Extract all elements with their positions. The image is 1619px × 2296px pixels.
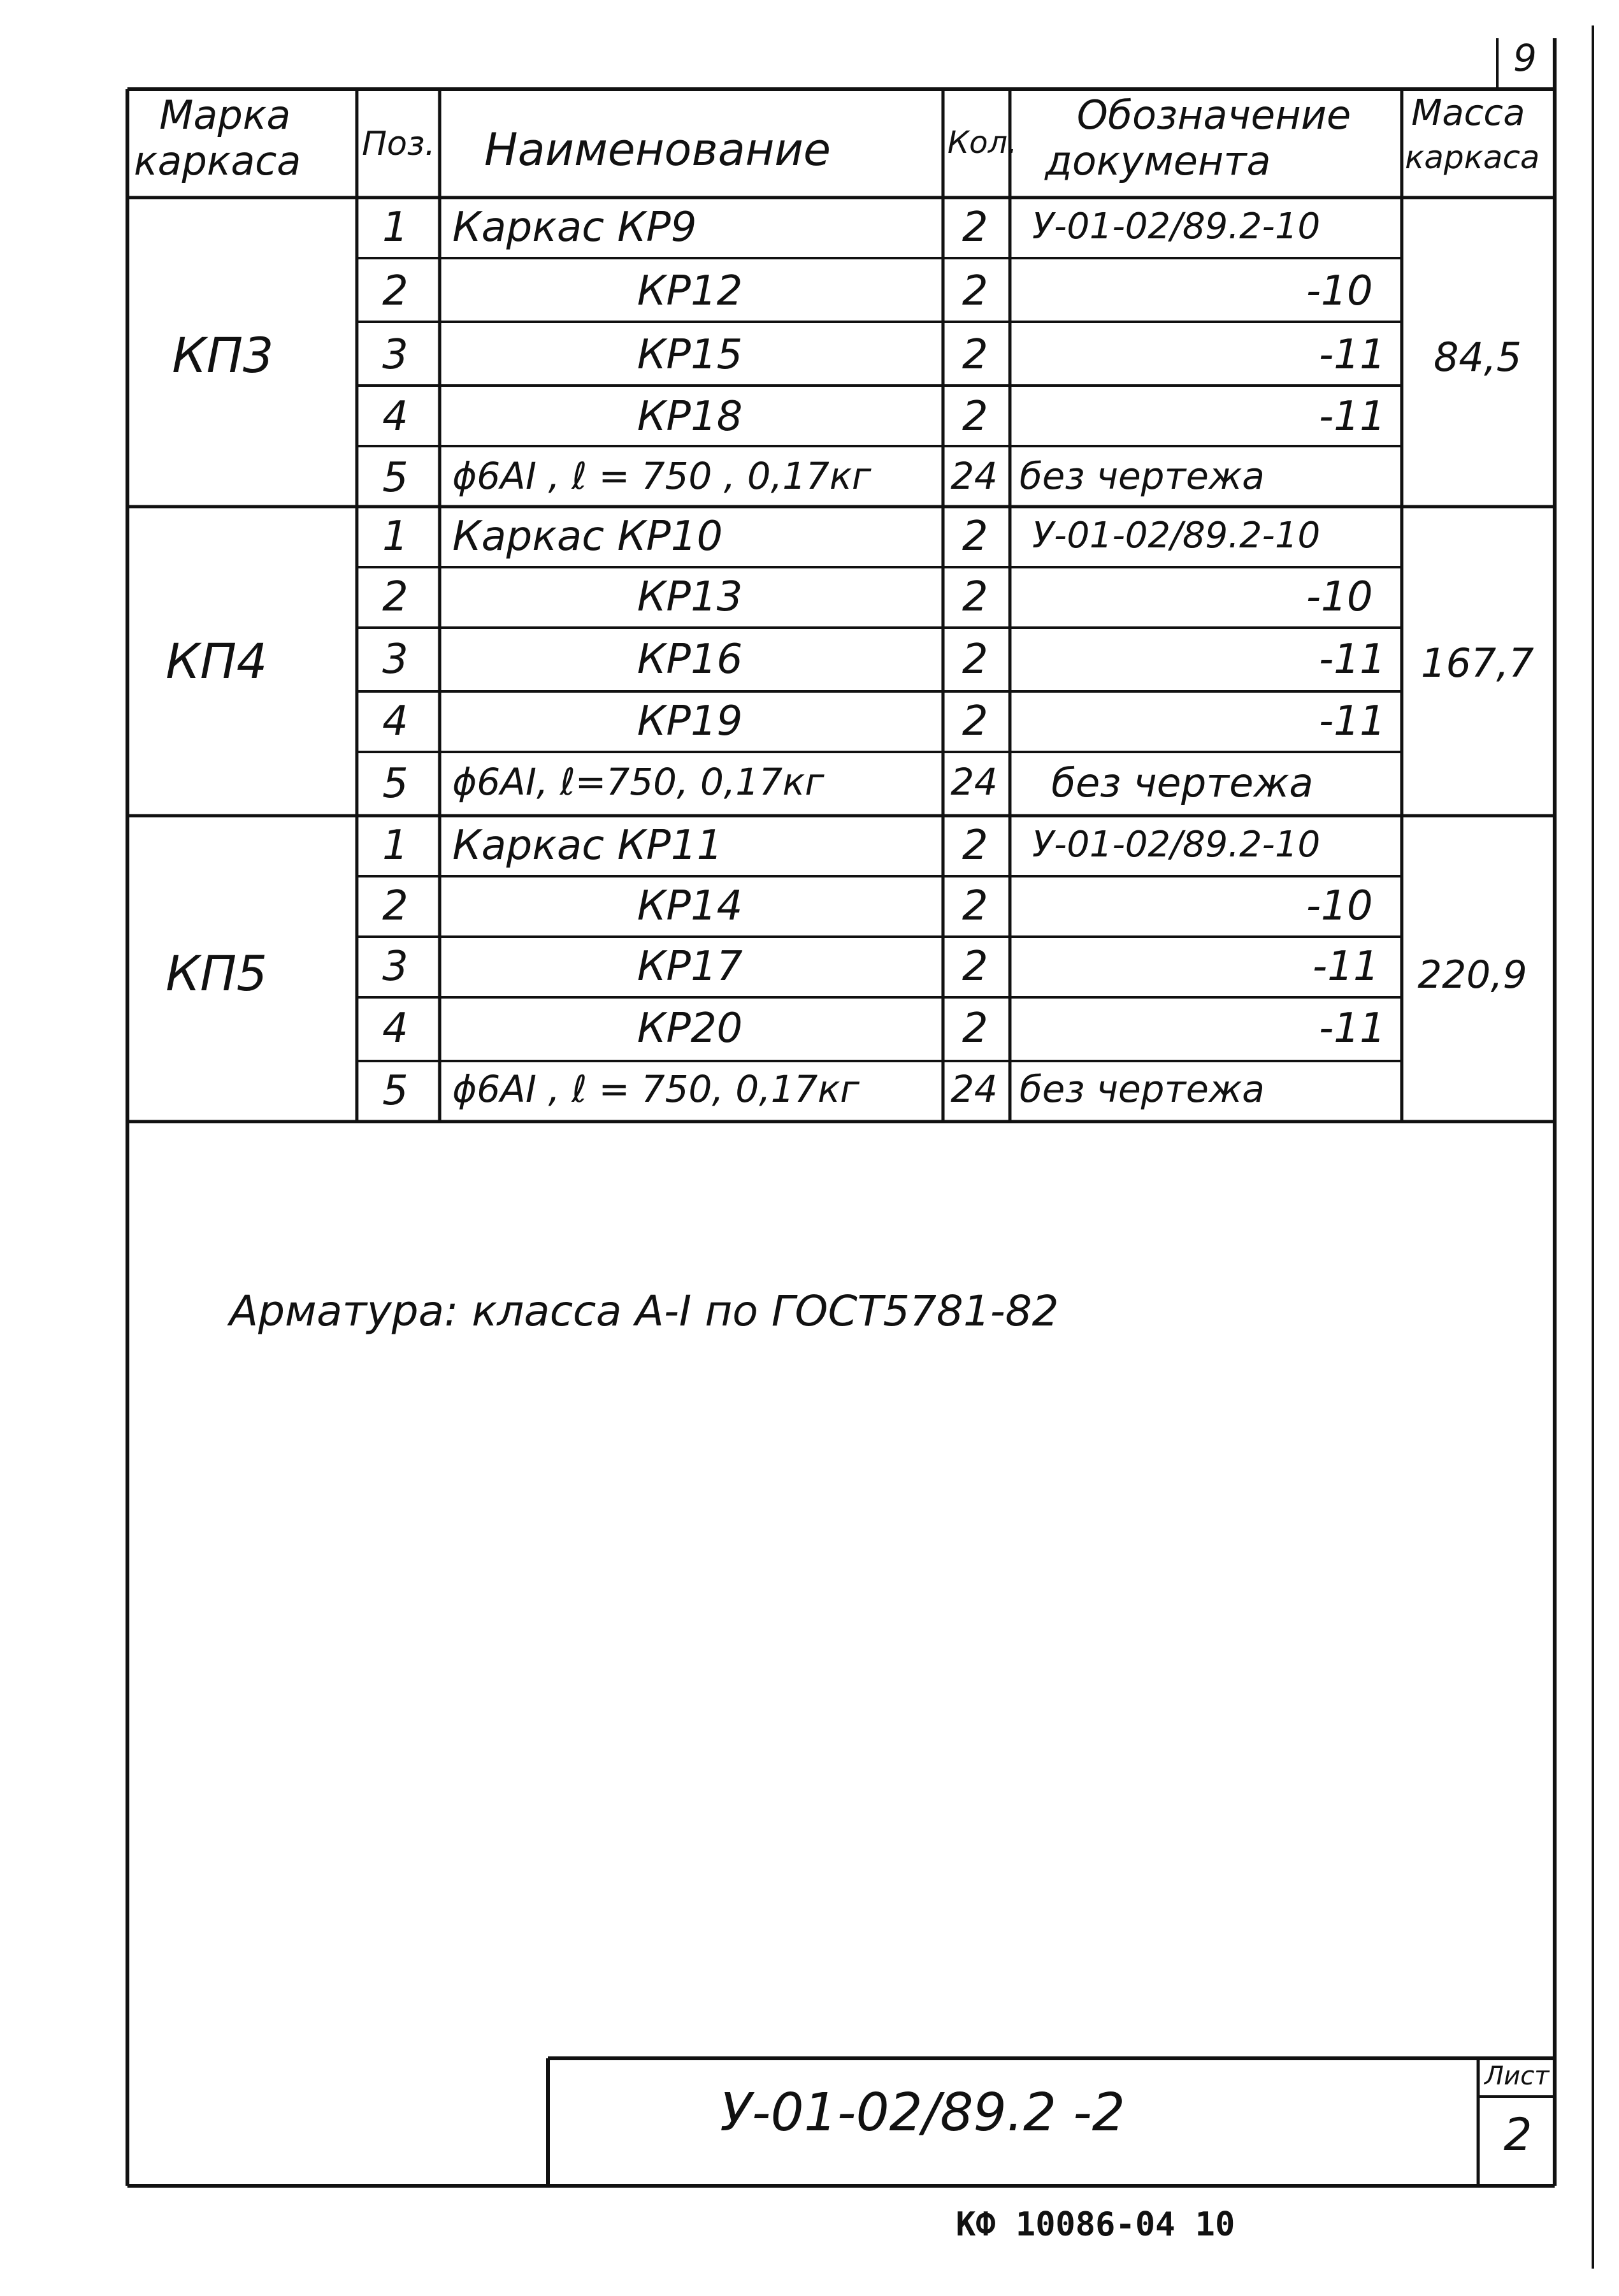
row-qty: 2 bbox=[962, 393, 988, 440]
row-pos: 4 bbox=[382, 698, 408, 745]
row-qty: 24 bbox=[951, 760, 998, 804]
sheet-corner-mark: 9 bbox=[1513, 36, 1537, 80]
row-name: КР12 bbox=[637, 268, 743, 315]
row-doc: -11 bbox=[1319, 393, 1386, 440]
footer-stamp: КФ 10086-04 10 bbox=[956, 2206, 1235, 2244]
row-name: КР15 bbox=[637, 331, 743, 379]
row-pos: 3 bbox=[382, 943, 408, 990]
row-qty: 24 bbox=[951, 1067, 998, 1111]
row-name: КР16 bbox=[637, 636, 743, 683]
row-qty: 24 bbox=[951, 454, 998, 498]
header-mass-line2: каркаса bbox=[1405, 139, 1540, 176]
header-qty: Кол. bbox=[947, 125, 1018, 161]
row-pos: 3 bbox=[382, 636, 408, 683]
row-qty: 2 bbox=[962, 331, 988, 379]
row-pos: 3 bbox=[382, 331, 408, 379]
row-pos: 1 bbox=[382, 513, 408, 560]
sheet-number: 2 bbox=[1504, 2109, 1532, 2161]
row-qty: 2 bbox=[962, 698, 988, 745]
row-name: ϕ6АI , ℓ = 750, 0,17кг bbox=[452, 1067, 860, 1111]
row-doc: У-01-02/89.2-10 bbox=[1032, 515, 1321, 556]
row-doc: -11 bbox=[1319, 331, 1386, 379]
row-pos: 5 bbox=[382, 1067, 408, 1115]
row-pos: 5 bbox=[382, 454, 408, 502]
row-pos: 2 bbox=[382, 574, 408, 621]
reinforcement-note: Арматура: класса А-I по ГОСТ5781-82 bbox=[229, 1287, 1059, 1336]
row-doc: без чертежа bbox=[1019, 454, 1265, 498]
row-pos: 4 bbox=[382, 393, 408, 440]
row-doc: -10 bbox=[1306, 883, 1373, 930]
header-doc-line1: Обозначение bbox=[1077, 92, 1351, 138]
header-marka-line2: каркаса bbox=[134, 138, 301, 184]
sheet-label: Лист bbox=[1485, 2061, 1550, 2091]
row-doc: У-01-02/89.2-10 bbox=[1032, 206, 1321, 247]
group-mass: 84,5 bbox=[1434, 334, 1522, 380]
row-qty: 2 bbox=[962, 1005, 988, 1052]
row-name: КР17 bbox=[637, 943, 743, 990]
row-doc: -11 bbox=[1319, 636, 1386, 683]
row-qty: 2 bbox=[962, 574, 988, 621]
header-doc-line2: документа bbox=[1045, 138, 1271, 184]
group-mark: КП3 bbox=[172, 327, 274, 384]
row-name: ϕ6АI , ℓ = 750 , 0,17кг bbox=[452, 454, 872, 498]
row-name: Каркас КР9 bbox=[452, 204, 697, 251]
row-name: Каркас КР10 bbox=[452, 513, 723, 560]
row-doc: -11 bbox=[1319, 698, 1386, 745]
row-pos: 4 bbox=[382, 1005, 408, 1052]
row-doc: без чертежа bbox=[1019, 1067, 1265, 1111]
row-qty: 2 bbox=[962, 268, 988, 315]
row-qty: 2 bbox=[962, 883, 988, 930]
row-name: КР18 bbox=[637, 393, 743, 440]
row-doc: У-01-02/89.2-10 bbox=[1032, 824, 1321, 865]
group-mark: КП5 bbox=[166, 945, 268, 1002]
row-name: Каркас КР11 bbox=[452, 822, 723, 869]
row-qty: 2 bbox=[962, 513, 988, 560]
row-doc: -10 bbox=[1306, 574, 1373, 621]
row-pos: 2 bbox=[382, 268, 408, 315]
row-qty: 2 bbox=[962, 636, 988, 683]
header-marka-line1: Марка bbox=[159, 92, 291, 138]
row-name: ϕ6АI, ℓ=750, 0,17кг bbox=[452, 760, 824, 804]
row-qty: 2 bbox=[962, 204, 988, 251]
row-pos: 2 bbox=[382, 883, 408, 930]
group-mass: 167,7 bbox=[1421, 640, 1534, 686]
header-pos: Поз. bbox=[362, 125, 436, 163]
row-qty: 2 bbox=[962, 943, 988, 990]
row-name: КР14 bbox=[637, 883, 743, 930]
row-name: КР20 bbox=[637, 1005, 743, 1052]
document-code: У-01-02/89.2 -2 bbox=[720, 2083, 1125, 2143]
row-doc: -11 bbox=[1319, 1005, 1386, 1052]
row-doc: -10 bbox=[1306, 268, 1373, 315]
header-name: Наименование bbox=[484, 124, 831, 176]
header-mass-line1: Масса bbox=[1411, 92, 1525, 134]
group-mark: КП4 bbox=[166, 633, 268, 690]
row-qty: 2 bbox=[962, 822, 988, 869]
row-name: КР19 bbox=[637, 698, 743, 745]
row-doc: -11 bbox=[1313, 943, 1379, 990]
row-name: КР13 bbox=[637, 574, 743, 621]
row-pos: 5 bbox=[382, 760, 408, 807]
row-pos: 1 bbox=[382, 822, 408, 869]
row-doc: без чертежа bbox=[1051, 760, 1314, 806]
row-pos: 1 bbox=[382, 204, 408, 251]
group-mass: 220,9 bbox=[1418, 953, 1527, 997]
